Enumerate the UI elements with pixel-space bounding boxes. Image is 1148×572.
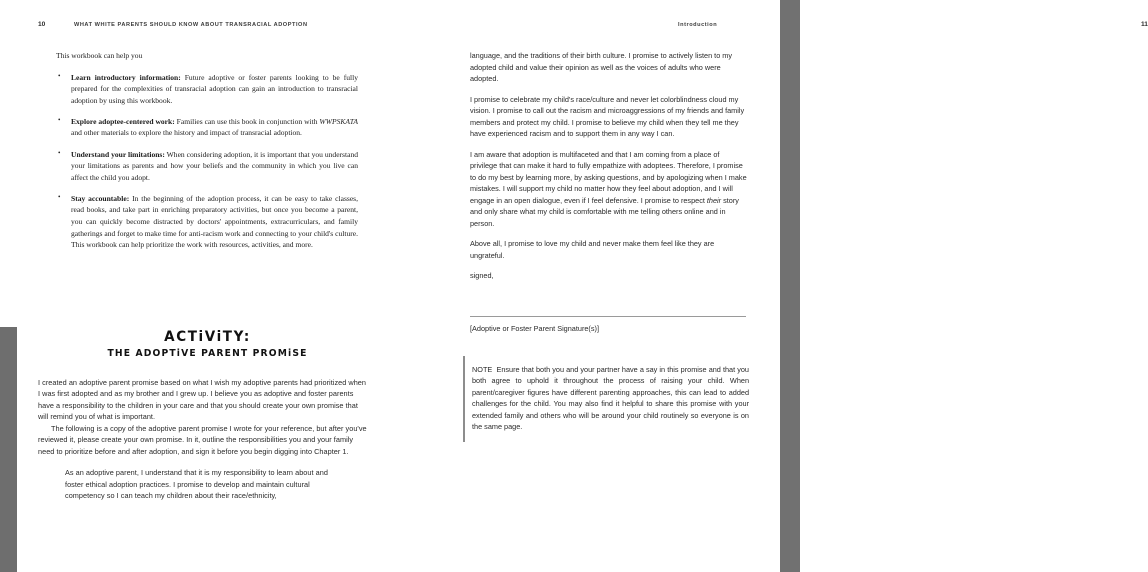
note-body-text: Ensure that both you and your partner have a say in this promise and that you both agree to uphold it throughout the process of raising your child. When parent/caregiver figures have different parenting approaches, this can lead to added challenges for the child. You may also find it helpful to share this promise with your extended family and others who will be around your child routinely so everyone is on the same page. [472,365,749,432]
note-label: NOTE [472,365,493,374]
list-item [56,72,358,107]
promise-continuation [470,50,747,282]
promise-paragraph-with-emphasis [470,149,747,230]
list-item [56,149,358,184]
list-item-text: Future adoptive or foster parents looking to be fully prepared for the complexities of transracial adoption can gain an introduction to transracial adoption by using this workbook. [71,72,358,105]
list-item [56,193,358,251]
paragraph-text-after: story and only share what my child is comfortable with me telling others online and in person. [470,195,739,228]
list-item-label: Understand your limitations: [71,149,165,159]
list-item-label: Explore adoptee-centered work: [71,116,175,126]
list-item-text-after: and other materials to explore the history and impact of transracial adoption. [71,128,302,138]
benefits-list [56,72,358,251]
signature-line[interactable] [470,316,746,317]
promise-opening-block [38,467,343,501]
note-content [472,364,749,432]
activity-intro [38,377,370,502]
running-head-left: WHAT WHITE PARENTS SHOULD KNOW ABOUT TRANSRACIAL ADOPTION [74,22,308,28]
right-page-edge-shadow [780,0,800,572]
left-page-body [56,50,358,260]
running-head-right: Introduction [678,22,718,28]
paragraph-text-before: I am aware that adoption is multifaceted and that I am coming from a place of privilege that can make it hard to fully empathize with adoptees. Therefore, I promise to do my best by learning more, by asking questions, and by apologizing when I make mistakes. I will support my child no matter how they feel about adoption, and I will engage in an open dialogue, even if I feel defensive. I promise to respect [470,149,747,205]
activity-heading-title: ACTiViTY: [164,328,251,346]
list-item-text: When considering adoption, it is important that you understand your limitations as parents and how your beliefs and the community in which you live can affect the child you adopt. [71,149,358,182]
signed-label: signed, [470,271,494,280]
list-item-label: Stay accountable: [71,193,130,203]
list-item-text-before: Families can use this book in conjunction with [174,116,320,126]
emphasized-word: their [706,195,722,205]
activity-paragraph: The following is a copy of the adoptive parent promise I wrote for your reference, but after you've reviewed it, please create your own promise. In it, outline the responsibilities you and your family need to prioritize before and after adoption, and sign it before you begin digging into Chapter 1. [38,423,367,456]
promise-closing-paragraph: Above all, I promise to love my child and never make them feel like they are ungrateful. [470,239,715,260]
book-title-abbreviation: WWPSKATA [319,116,358,126]
left-page [0,0,400,572]
page-number-left: 10 [38,21,46,28]
promise-paragraph: language, and the traditions of their birth culture. I promise to actively listen to my adopted child and value their opinion as well as the voices of adults who were adopted. [470,51,733,83]
activity-paragraph: I created an adoptive parent promise based on what I wish my adoptive parents had prioritized when I was first adopted and as my brother and I grew up. I believe you as adoptive and foster parents have a responsibility to the children in your care and that you should create your own promise that will remind you of what is important. [38,378,367,422]
promise-opening-text: As an adoptive parent, I understand that it is my responsibility to learn about and foster ethical adoption practices. I promise to develop and maintain cultural competency so I can teach my children about their race/ethnicity, [65,468,328,501]
lead-in-text: This workbook can help you [56,51,143,60]
signature-caption: [Adoptive or Foster Parent Signature(s)] [470,324,599,333]
promise-paragraph: I promise to celebrate my child's race/culture and never let colorblindness cloud my vision. I promise to call out the racism and microaggressions of my friends and family members and protect my child. I promise to believe my child when they tell me they have experienced racism and to support them in any way I can. [470,94,745,138]
list-item-label: Learn introductory information: [71,72,181,82]
activity-heading [35,330,380,360]
page-number-right: 11 [1141,21,1148,28]
note-callout-box [463,356,753,442]
list-item-text: In the beginning of the adoption process, it can be easy to take classes, read books, and take part in enriching preparatory activities, but once you become a parent, you can quickly become distracted by doctors' appointments, extracurriculars, and family gatherings and forget to make time for anti-racism work and connecting to your child's culture. This workbook can help prioritize the work with resources, activities, and more. [71,193,358,250]
list-item [56,116,358,139]
activity-heading-subtitle: THE ADOPTiVE PARENT PROMiSE [107,347,308,360]
